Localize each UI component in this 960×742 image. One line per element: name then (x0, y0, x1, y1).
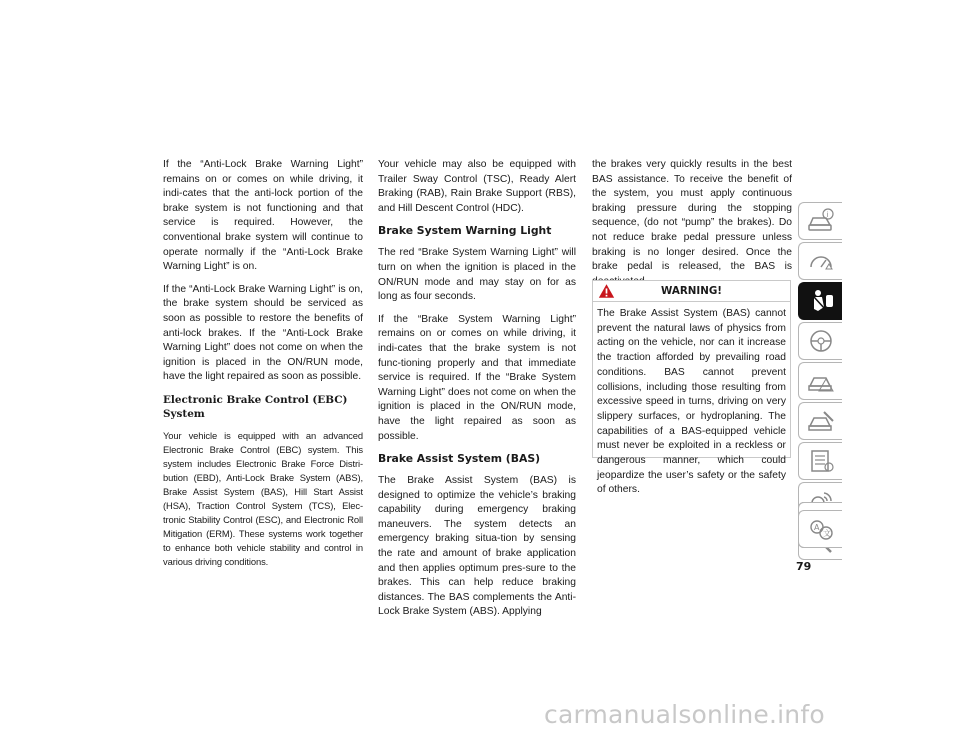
side-tab-emergency[interactable] (798, 362, 842, 400)
paragraph: If the “Brake System Warning Light” remains on or comes on while driving, it indi-cates that the brake system is not func-tioning properly and that immediate service is required. If the “Brake System Warning Light” does not come on when the ignition is placed in the ON/RUN mode, have the light repaired as soon as possible. (378, 313, 576, 442)
column-3 (592, 158, 792, 297)
car-with-info-icon (806, 207, 836, 235)
warning-triangle-icon (598, 283, 615, 299)
paragraph: If the “Anti-Lock Brake Warning Light” remains on or comes on while driving, it indi-cates that the anti-lock portion of the brake system is not functioning and that service is required. However, the conventional brake system will continue to operate normally if the “Anti-Lock Brake Warning Light” is on. (163, 159, 363, 273)
warning-header (593, 281, 790, 302)
paragraph: the brakes very quickly results in the best BAS assistance. To receive the benefit of the system, you must apply continuous braking pressure during the stopping sequence, (do not “pump” the brakes). Do not reduce brake pedal pressure unless braking is no longer desired. Once the brake pedal is released, the BAS is (592, 159, 792, 273)
warning-box (592, 280, 791, 496)
page-number: 79 (796, 560, 812, 573)
column-1 (163, 158, 363, 577)
dashboard-warning-icon (806, 247, 836, 275)
paragraph: The Brake Assist System (BAS) is designed to optimize the vehicle’s braking capability during emergency braking maneuvers. The system detects an emergency braking situa-tion by sensing the rate and amount of brake application and then applies optimum pres-sure to the brakes. This can help reduce braking distances. The BAS complements the Anti-Lock Brake System (ABS). Applying (378, 475, 576, 618)
paragraph: Your vehicle may also be equipped with Trailer Sway Control (TSC), Ready Alert Braking (RAB), Rain Brake Support (RBS), and Hill Descent Control (HDC). (378, 159, 576, 214)
section-heading-ebc: Electronic Brake Control (EBC) System (163, 393, 348, 420)
car-emergency-icon (806, 367, 836, 395)
specifications-list-icon (806, 447, 836, 475)
svg-text:A: A (813, 523, 819, 532)
watermark: carmanualsonline.info (544, 700, 825, 729)
seatbelt-safety-icon (806, 287, 836, 315)
language-icon (806, 515, 836, 543)
side-tab-service[interactable] (798, 402, 842, 440)
side-tab-specifications[interactable] (798, 442, 842, 480)
warning-title: WARNING! (660, 285, 722, 297)
svg-text:文: 文 (822, 529, 831, 538)
car-service-icon (806, 407, 836, 435)
paragraph: If the “Anti-Lock Brake Warning Light” is on, the brake system should be serviced as soon as possible to restore the benefits of anti-lock brakes. If the “Anti-Lock Brake Warning Light” does not come on when the ignition is placed in the ON/RUN mode, have the light repaired as soon as possible. (163, 283, 363, 383)
column-2 (378, 158, 576, 628)
section-heading-bas: Brake Assist System (BAS) (378, 452, 541, 466)
side-tab-safety[interactable] (798, 282, 842, 320)
svg-text:i: i (826, 211, 828, 219)
side-tab-driving[interactable] (798, 322, 842, 360)
side-tab-dashboard[interactable] (798, 242, 842, 280)
paragraph: The red “Brake System Warning Light” will turn on when the ignition is placed in the ON/RUN mode and may stay on for as long as four seconds. (378, 247, 576, 303)
warning-text: The Brake Assist System (BAS) cannot prevent the natural laws of physics from acting on the vehicle, nor can it increase the traction afforded by prevailing road conditions. BAS cannot prevent collisions, including those resulting from excessive speed in turns, driving on very slippery surfaces, or hydroplaning. The capabilities of a BAS-equipped vehicle must never be exploited in a reckless or dangerous manner, which could jeopardize the user’s safety or the safety of others. (597, 308, 786, 496)
side-tab-language-tab[interactable] (798, 510, 842, 548)
steering-wheel-icon (806, 327, 836, 355)
paragraph: Your vehicle is equipped with an advanced Electronic Brake Control (EBC) system. This system includes Electronic Brake Force Distri-bution (EBD), Anti-Lock Brake System (ABS), Brake Assist System (BAS), Hill Start Assist (HSA), Traction Control System (TCS), Elec-tronic Stability Control (ESC), and Electronic Roll Mitigation (ERM). These systems work together to enhance both vehicle stability and control in various driving conditions. (163, 429, 363, 567)
section-heading-brake-warning-light: Brake System Warning Light (378, 224, 552, 238)
side-tab-vehicle-info[interactable] (798, 202, 842, 240)
